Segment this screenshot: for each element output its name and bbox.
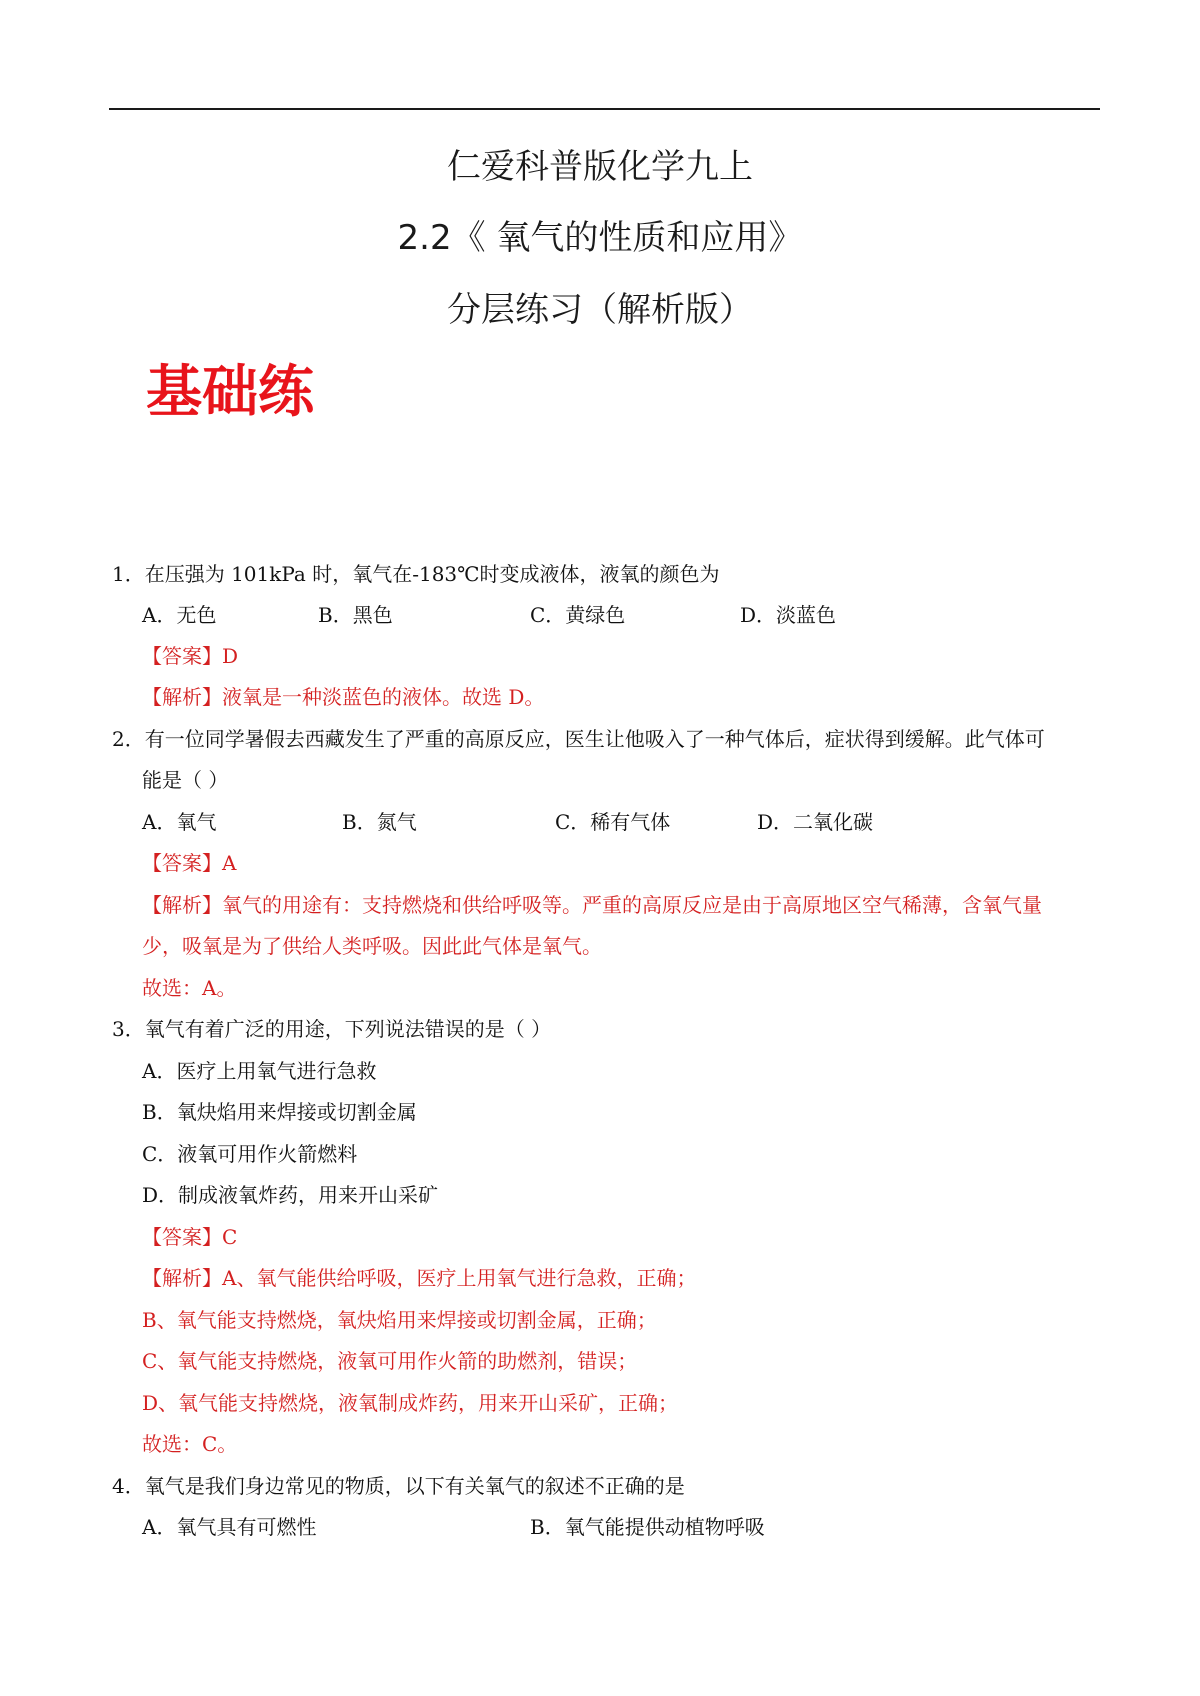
q1-option-d: D．淡蓝色 [740,603,837,627]
q3-option-c: C．液氧可用作火箭燃料 [142,1142,358,1166]
q3-answer: 【答案】C [142,1225,238,1249]
doc-title-line2: 2.2《 氧气的性质和应用》 [397,218,803,258]
q3-option-a: A．医疗上用氧气进行急救 [142,1059,377,1083]
q3-option-d: D．制成液氧炸药，用来开山采矿 [142,1183,439,1207]
q1-option-a: A．无色 [142,603,217,627]
q2-analysis-line2: 少，吸氧是为了供给人类呼吸。因此此气体是氧气。 [142,934,602,958]
header-rule [109,108,1100,110]
q4-option-b: B．氧气能提供动植物呼吸 [530,1515,765,1539]
q3-analysis-line2: B、氧气能支持燃烧，氧炔焰用来焊接或切割金属，正确； [142,1308,657,1332]
q3-analysis-line1: 【解析】A、氧气能供给呼吸，医疗上用氧气进行急救，正确； [142,1266,697,1290]
q2-option-c: C．稀有气体 [555,810,671,834]
section-heading: 基础练 [146,360,314,425]
question-4-stem: 4．氧气是我们身边常见的物质，以下有关氧气的叙述不正确的是 [112,1474,685,1498]
question-2-stem-cont: 能是（ ） [142,768,229,792]
q2-option-d: D．二氧化碳 [757,810,874,834]
q1-option-c: C．黄绿色 [530,603,626,627]
question-3-stem: 3．氧气有着广泛的用途，下列说法错误的是（ ） [112,1017,552,1041]
q4-option-a: A．氧气具有可燃性 [142,1515,317,1539]
q3-analysis-line5: 故选：C。 [142,1432,238,1456]
doc-title-line1: 仁爱科普版化学九上 [447,147,753,187]
q1-option-b: B．黑色 [318,603,393,627]
q3-option-b: B．氧炔焰用来焊接或切割金属 [142,1100,417,1124]
q2-analysis-line1: 【解析】氧气的用途有：支持燃烧和供给呼吸等。严重的高原反应是由于高原地区空气稀薄，含氧气量 [142,893,1042,917]
q3-analysis-line4: D、氧气能支持燃烧，液氧制成炸药，用来开山采矿，正确； [142,1391,679,1415]
q2-option-a: A．氧气 [142,810,217,834]
doc-title-line3: 分层练习（解析版） [447,290,753,330]
q2-answer: 【答案】A [142,851,237,875]
q1-analysis-line1: 【解析】液氧是一种淡蓝色的液体。故选 D。 [142,685,545,709]
question-2-stem: 2．有一位同学暑假去西藏发生了严重的高原反应，医生让他吸入了一种气体后，症状得到缓解。此气体可 [112,727,1045,751]
q2-option-b: B．氮气 [342,810,417,834]
q1-answer: 【答案】D [142,644,239,668]
q2-analysis-line3: 故选：A。 [142,976,237,1000]
question-1-stem: 1．在压强为 101kPa 时，氧气在-183℃时变成液体，液氧的颜色为 [112,562,720,586]
q3-analysis-line3: C、氧气能支持燃烧，液氧可用作火箭的助燃剂，错误； [142,1349,638,1373]
